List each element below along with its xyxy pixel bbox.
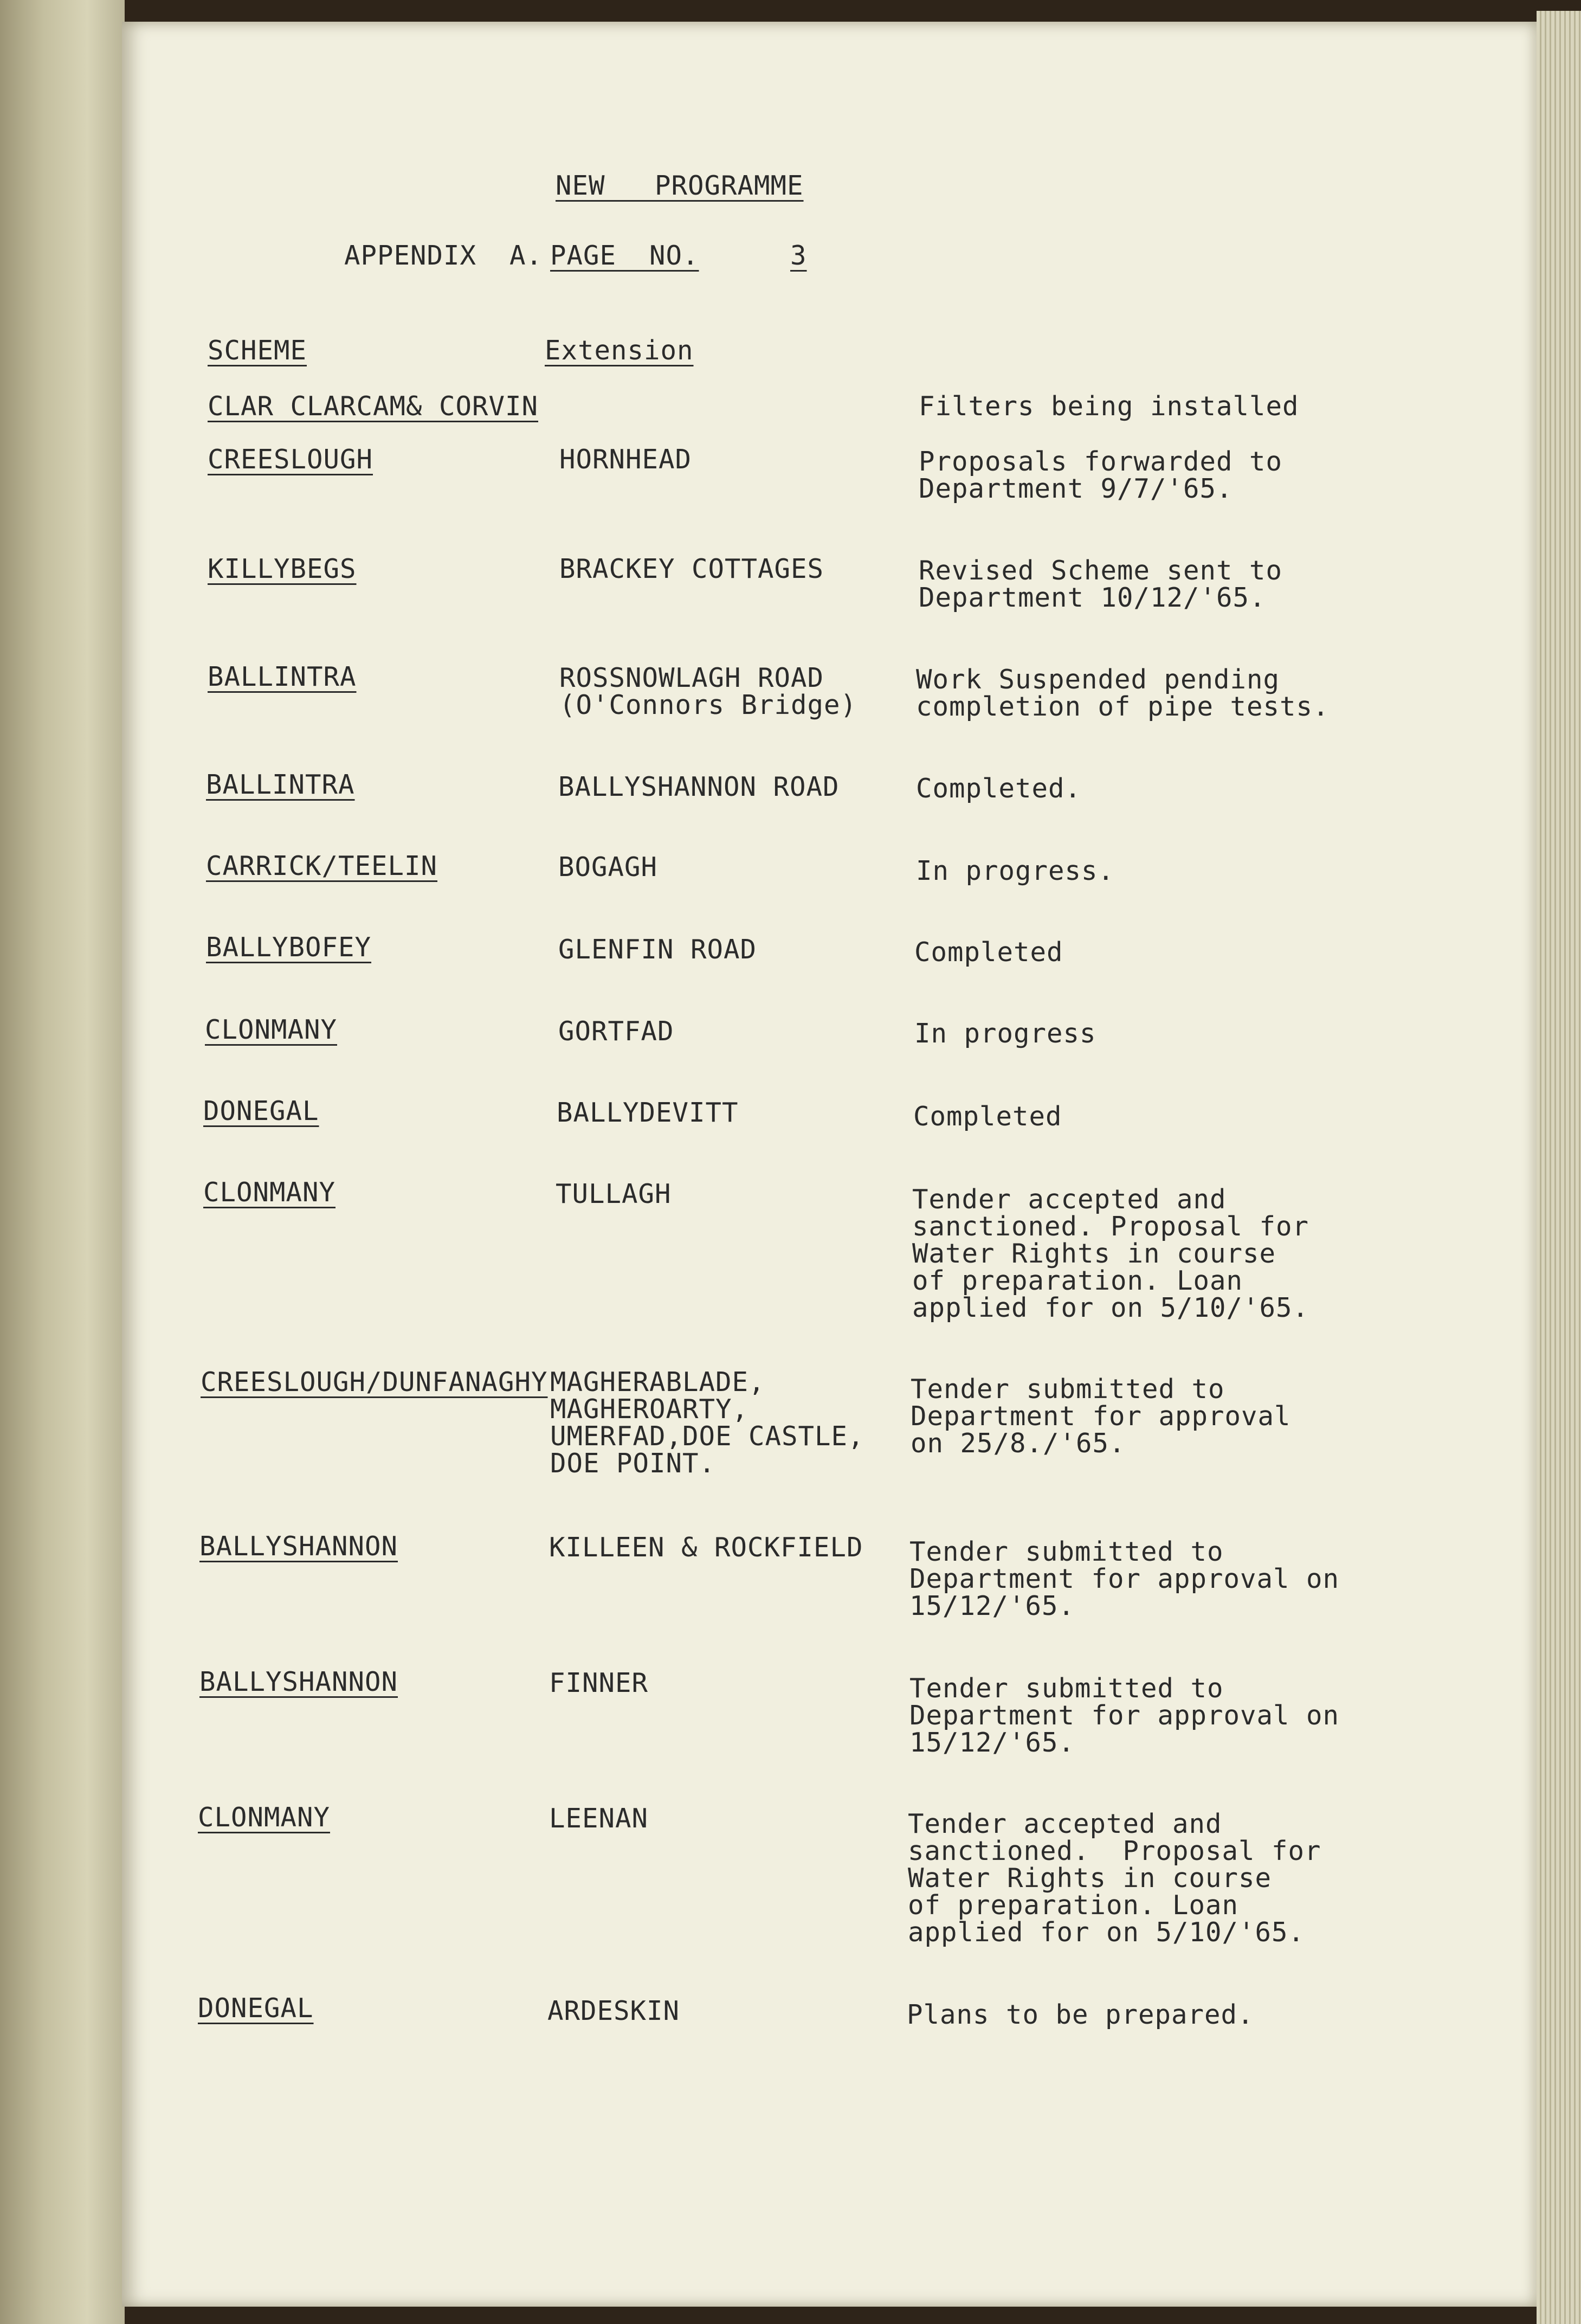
extension-name: ARDESKIN <box>547 1995 680 2026</box>
scheme-name: CREESLOUGH <box>208 444 373 475</box>
status-text: Tender accepted and sanctioned. Proposal for Water Rights in course of preparation. Loan applied for on 5/10/'65. <box>912 1184 1309 1323</box>
extension-name: BRACKEY COTTAGES <box>559 553 824 584</box>
scheme-name: CLONMANY <box>205 1014 338 1045</box>
extension-name: BALLYDEVITT <box>557 1097 739 1128</box>
extension-name: MAGHERABLADE, MAGHEROARTY, UMERFAD,DOE CASTLE, DOE POINT. <box>550 1367 864 1479</box>
extension-name: LEENAN <box>549 1803 649 1834</box>
status-text: Filters being installed <box>919 391 1299 422</box>
status-text: Revised Scheme sent to Department 10/12/'65. <box>919 555 1283 613</box>
extension-name: TULLAGH <box>556 1179 672 1209</box>
scheme-name: CREESLOUGH/DUNFANAGHY <box>201 1367 548 1398</box>
scheme-name: CLONMANY <box>203 1177 336 1208</box>
status-text: Proposals forwarded to Department 9/7/'65. <box>919 446 1283 504</box>
scheme-column-header: SCHEME <box>208 335 307 366</box>
extension-name: HORNHEAD <box>559 444 692 475</box>
appendix-label: APPENDIX A. <box>344 240 543 271</box>
extension-name: BALLYSHANNON ROAD <box>558 771 840 802</box>
scheme-name: BALLYSHANNON <box>199 1531 398 1562</box>
page-number: 3 <box>790 240 807 271</box>
book-right-page-edges <box>1537 11 1581 2324</box>
page-title: NEW PROGRAMME <box>556 170 804 201</box>
status-text: Completed. <box>916 773 1082 804</box>
book-left-page-edge <box>0 0 125 2324</box>
status-text: Tender submitted to Department for approval on 15/12/'65. <box>909 1673 1340 1758</box>
status-text: Tender submitted to Department for approval on 15/12/'65. <box>909 1536 1340 1621</box>
extension-name: BOGAGH <box>558 852 658 883</box>
page-number-label: PAGE NO. <box>550 240 699 271</box>
extension-column-header: Extension <box>545 335 694 366</box>
extension-name: KILLEEN & ROCKFIELD <box>549 1532 863 1563</box>
status-text: Work Suspended pending completion of pipe tests. <box>916 664 1330 722</box>
status-text: In progress. <box>916 855 1115 886</box>
status-text: Completed <box>913 1101 1062 1132</box>
status-text: Tender submitted to Department for approval on 25/8./'65. <box>911 1374 1291 1459</box>
scheme-name: DONEGAL <box>198 1993 314 2024</box>
extension-name: GLENFIN ROAD <box>558 934 757 965</box>
extension-name: GORTFAD <box>558 1016 674 1047</box>
status-text: Plans to be prepared. <box>907 1999 1254 2030</box>
scheme-name: CLONMANY <box>198 1802 331 1833</box>
scheme-name: DONEGAL <box>203 1096 319 1126</box>
status-text: In progress <box>914 1018 1096 1049</box>
scheme-name: BALLINTRA <box>208 661 357 692</box>
scheme-name: BALLYSHANNON <box>199 1666 398 1697</box>
document-page <box>122 22 1537 2307</box>
status-text: Tender accepted and sanctioned. Proposal for Water Rights in course of preparation. Loan applied for on 5/10/'65. <box>908 1808 1321 1948</box>
scheme-name: BALLINTRA <box>206 769 355 800</box>
scheme-name: BALLYBOFEY <box>206 932 372 963</box>
status-text: Completed <box>914 937 1063 968</box>
scheme-name: KILLYBEGS <box>208 553 357 584</box>
scheme-name: CLAR CLARCAM& CORVIN <box>208 391 539 422</box>
scheme-name: CARRICK/TEELIN <box>206 851 438 881</box>
extension-name: ROSSNOWLAGH ROAD (O'Connors Bridge) <box>559 662 857 720</box>
extension-name: FINNER <box>549 1668 649 1698</box>
